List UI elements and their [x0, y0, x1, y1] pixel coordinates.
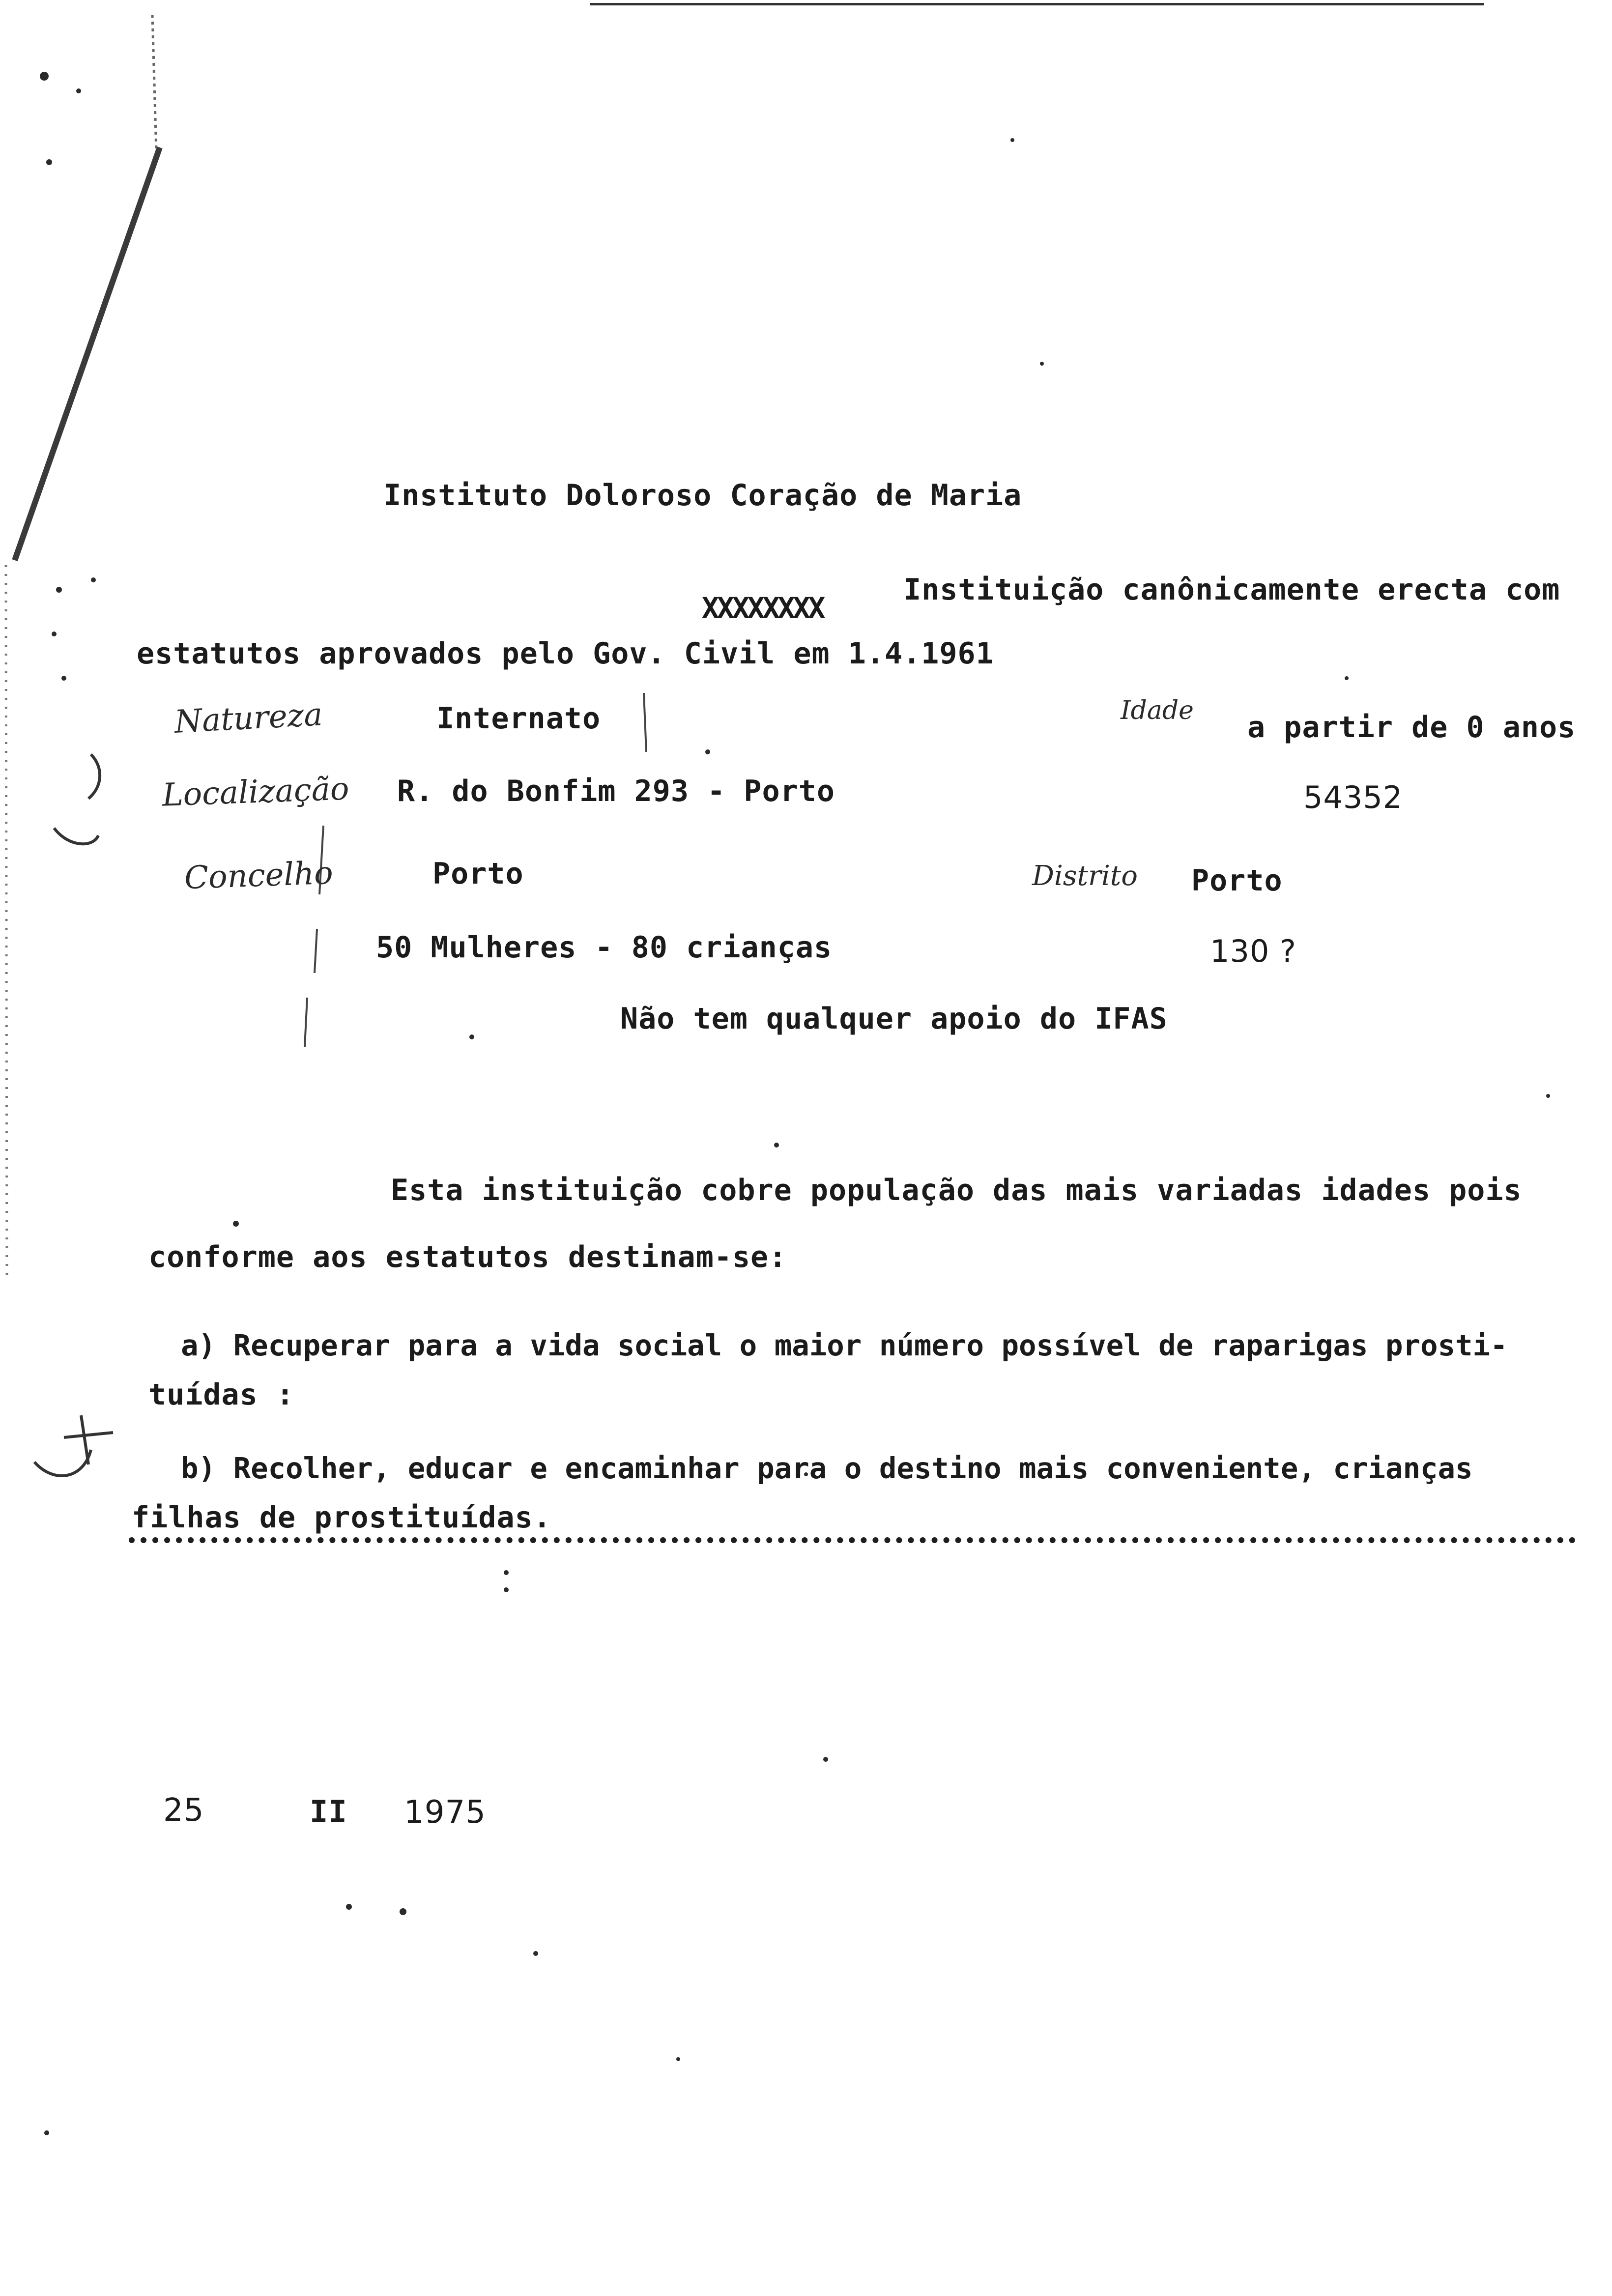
- left-edge-shadow: [6, 565, 7, 1278]
- margin-stroke: [15, 147, 160, 560]
- field-phone-value: 54352: [1303, 779, 1403, 815]
- item-b-line-2: filhas de prostituídas.: [132, 1500, 551, 1535]
- date-year: 1975: [404, 1794, 486, 1831]
- field-age-value: a partir de 0 anos: [1247, 710, 1576, 745]
- handwritten-label-county: Concelho: [183, 855, 334, 897]
- dotted-rule: [129, 1537, 1576, 1543]
- field-district-value: Porto: [432, 857, 524, 891]
- recognition-line-1: Instituição canônicamente erecta com: [903, 573, 1560, 607]
- handwritten-label-nature: Natureza: [173, 696, 324, 741]
- field-address-value: R. do Bonfim 293 - Porto: [397, 774, 835, 808]
- recognition-line-2: estatutos aprovados pelo Gov. Civil em 1.4.1961: [137, 636, 994, 671]
- item-b-line-1: b) Recolher, educar e encaminhar para o destino mais conveniente, crianças: [181, 1451, 1473, 1485]
- item-a-line-1: a) Recuperar para a vida social o maior número possível de raparigas prosti-: [181, 1328, 1508, 1362]
- field-tick-1: [644, 693, 646, 752]
- body-line-2: conforme aos estatutos destinam-se:: [148, 1240, 787, 1274]
- body-line-1: Esta instituição cobre população das mais variadas idades pois: [391, 1173, 1522, 1207]
- item-a-line-2: tuídas :: [148, 1378, 294, 1412]
- field-capacity-value: 50 Mulheres - 80 crianças: [376, 930, 833, 965]
- struck-mark: XXXXXXXX: [702, 591, 824, 625]
- date-day: 25: [163, 1792, 204, 1829]
- field-total-value: 130 ?: [1210, 933, 1296, 969]
- field-tick-3: [315, 929, 317, 973]
- field-tick-4: [305, 998, 307, 1047]
- handwritten-label-age: Idade: [1121, 696, 1194, 725]
- support-note: Não tem qualquer apoio do IFAS: [620, 1002, 1168, 1036]
- handwritten-label-district: Distrito: [1032, 860, 1138, 892]
- handwritten-label-location: Localização: [161, 771, 350, 814]
- margin-bracket-2: [54, 828, 98, 844]
- date-month: II: [310, 1794, 347, 1830]
- institution-title: Instituto Doloroso Coração de Maria: [383, 478, 1022, 513]
- margin-curve: [34, 1450, 91, 1476]
- margin-stroke-top: [152, 15, 156, 152]
- field-district2-value: Porto: [1191, 863, 1283, 898]
- margin-bracket-1: [88, 754, 100, 799]
- field-type-value: Internato: [436, 701, 601, 736]
